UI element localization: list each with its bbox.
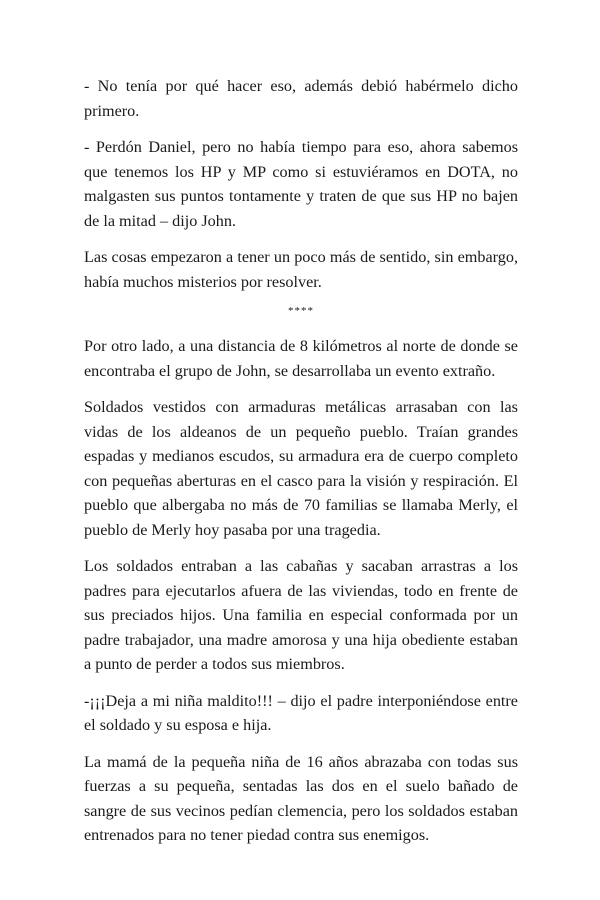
paragraph-3: Las cosas empezaron a tener un poco más de sentido, sin embargo, había muchos misterios por resolver. — [84, 248, 518, 291]
document-page — [84, 74, 518, 860]
paragraph-1: - No tenía por qué hacer eso, además debió habérmelo dicho primero. — [84, 77, 518, 120]
section-separator: **** — [288, 305, 314, 317]
paragraph-4: Por otro lado, a una distancia de 8 kilómetros al norte de donde se encontraba el grupo de John, se desarrollaba un evento extraño. — [84, 337, 518, 380]
paragraph-2: - Perdón Daniel, pero no había tiempo para eso, ahora sabemos que tenemos los HP y MP como si estuviéramos en DOTA, no malgasten sus puntos tontamente y traten de que sus HP no bajen de la mitad – dijo John. — [84, 138, 518, 230]
paragraph-6: Los soldados entraban a las cabañas y sacaban arrastras a los padres para ejecutarlos afuera de las viviendas, todo en frente de sus preciados hijos. Una familia en especial conformada por un padre trabajador, una madre amorosa y una hija obediente estaban a punto de perder a todos sus miembros. — [84, 557, 518, 673]
paragraph-7: -¡¡¡Deja a mi niña maldito!!! – dijo el padre interponiéndose entre el soldado y su esposa e hija. — [84, 691, 518, 734]
paragraph-5: Soldados vestidos con armaduras metálicas arrasaban con las vidas de los aldeanos de un pequeño pueblo. Traían grandes espadas y medianos escudos, su armadura era de cuerpo completo con pequeñas aberturas en el casco para la visión y respiración. El pueblo que albergaba no más de 70 familias se llamaba Merly, el pueblo de Merly hoy pasaba por una tragedia. — [84, 398, 518, 539]
paragraph-8: La mamá de la pequeña niña de 16 años abrazaba con todas sus fuerzas a su pequeña, sentadas las dos en el suelo bañado de sangre de sus vecinos pedían clemencia, pero los soldados estaban entrenados para no tener piedad contra sus enemigos. — [84, 752, 518, 844]
